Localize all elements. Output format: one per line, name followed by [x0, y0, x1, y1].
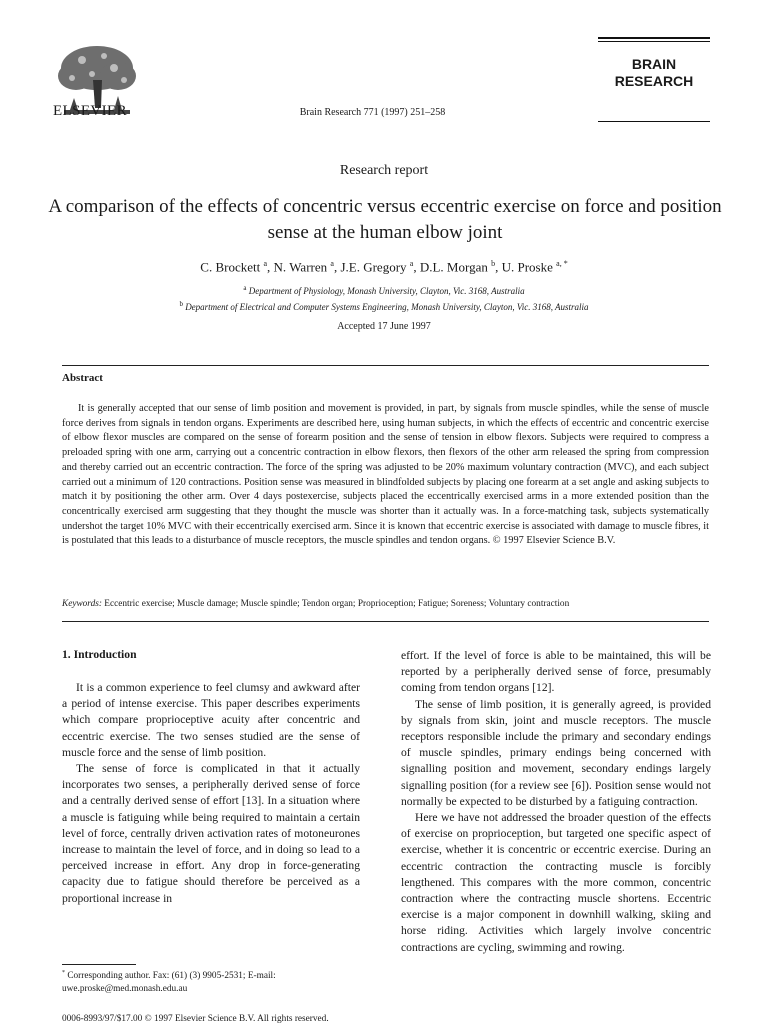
author-list: C. Brockett $^a$, N. Warren $^a$, J.E. Gregory $^a$, D.L. Morgan $^b$, U. Proske $^{a, *}$ — [200, 259, 568, 275]
paragraph: It is a common experience to feel clumsy and awkward after a period of intense exercise. This paper describes experiments which compare proprioceptive acuity after concentric and eccentric exercise. The two senses studied are the sense of muscle force and the sense of limb position. — [62, 681, 360, 759]
publisher-name: ELSEVIER — [52, 103, 128, 119]
keywords — [62, 599, 722, 609]
corresponding-author-footnote — [62, 967, 362, 996]
left-column — [62, 680, 360, 907]
section-heading: 1. Introduction — [62, 648, 137, 661]
footnote-rule — [62, 964, 136, 965]
footnote-text: Corresponding author. Fax: (61) (3) 9905-2531; E-mail: uwe.proske@med.monash.edu.au — [62, 971, 276, 995]
journal-name-line-2: RESEARCH — [614, 73, 694, 89]
journal-rule-bottom — [598, 121, 710, 122]
article-title: A comparison of the effects of concentric versus eccentric exercise on force and position sense at the human elbow joint — [48, 196, 722, 243]
accepted-date: Accepted 17 June 1997 — [337, 321, 431, 332]
divider — [62, 365, 709, 366]
author-affiliation-mark: a — [263, 259, 268, 268]
abstract-heading: Abstract — [62, 372, 103, 384]
journal-name-line-1: BRAIN — [631, 56, 677, 72]
keywords-text: Eccentric exercise; Muscle damage; Muscle spindle; Tendon organ; Proprioception; Fatigue; Soreness; Voluntary contraction — [104, 599, 570, 609]
article-type: Research report — [339, 163, 429, 178]
keywords-label: Keywords: — [62, 599, 102, 609]
author-name: U. Proske — [501, 259, 557, 275]
author-affiliation-mark: a — [330, 259, 334, 268]
footnote-mark: * — [62, 970, 65, 976]
journal-name — [598, 56, 710, 90]
copyright-line: 0006-8993/97/$17.00 © 1997 Elsevier Science B.V. All rights reserved. — [62, 1014, 329, 1024]
abstract-body: It is generally accepted that our sense of limb position and movement is provided, in part, by signals from muscle spindles, while the sense of muscle force derives from signals in tendon organs. Experiments are described here, using human subjects, in which the effects of eccentric and concentric exercise of elbow flexor muscles are compared on the sense of forearm position and the sense of tension in elbow flexors. Subjects were required to compress a preloaded spring with one arm, carrying out a concentric contraction in elbow flexors, then flexors of the other arm released the spring from compression and thereby carried out an eccentric contraction. The force of the spring was adjusted to be 20% maximum voluntary contraction (MVC), and each subject carried out a minimum of 120 contractions. Position sense was measured in blindfolded subjects by placing one forearm at a set angle and asking subjects to match it by positioning the other arm. Over 4 days postexercise, subjects placed the eccentrically exercised arms in a more extended position than the concentrically exercised arm suggesting that they thought the muscle was shorter than it actually was. In a force-matching task, subjects systematically undershot the target 10% MVC with their eccentrically exercised arm. Since it is known that eccentric exercise is associated with damage to muscle fibres, it is postulated that this leads to a disturbance of muscle receptors, the muscle spindles and tendon organs. © 1997 Elsevier Science B.V. — [62, 403, 709, 547]
affiliation-text: Department of Electrical and Computer Systems Engineering, Monash University, Clayton, Vic. 3168, Australia — [185, 302, 589, 312]
affiliation-mark: b — [179, 300, 183, 308]
paragraph: Here we have not addressed the broader question of the effects of exercise on proprioception, but targeted one specific aspect of exercise, whether it is concentric or eccentric exercise. During an eccentric contraction the contracting muscle is forcibly lengthened. This compares with the more common, concentric contraction where the contracting muscle shortens. Eccentric exercise is a major component in downhill walking, skiing and horse riding. Activities which largely involve concentric contractions are cycling, swimming and rowing. — [401, 811, 711, 954]
paragraph: The sense of force is complicated in that it actually incorporates two senses, a peripherally derived sense of force and a centrally derived sense of effort [13]. In a situation where a muscle is fatiguing while being required to maintain a certain level of force, centrally driven activation rates of motoneurones increase to maintain the level of force, and in doing so lead to a perceived increase in effort. Any drop in force-generating capacity due to fatigue should therefore be perceived as a proportional increase in — [62, 762, 360, 905]
affiliation-a — [0, 284, 768, 296]
right-column — [401, 648, 711, 956]
author-name: C. Brockett — [200, 259, 264, 275]
author-name: D.L. Morgan — [419, 259, 492, 275]
author-name: N. Warren — [273, 259, 331, 275]
journal-rule-top — [598, 37, 710, 39]
author-name: J.E. Gregory — [340, 259, 410, 275]
affiliation-mark: a — [243, 284, 247, 292]
paragraph: effort. If the level of force is able to be maintained, this will be reported by a peripherally derived sense of force, presumably coming from tendon organs [12]. — [401, 649, 711, 695]
affiliation-text: Department of Physiology, Monash University, Clayton, Vic. 3168, Australia — [248, 286, 525, 296]
author-affiliation-mark: a — [409, 259, 414, 268]
journal-rule-top-thin — [598, 41, 710, 42]
paragraph: The sense of limb position, it is generally agreed, is provided by signals from skin, joint and muscle receptors. The muscle receptors responsible include the primary and secondary endings of muscle spindles, primary endings being concerned with signalling position and movement, secondary endings largely signalling position (for a review see [6]). Position sense would not normally be expected to be disturbed by a fatiguing contraction. — [401, 697, 711, 808]
divider — [62, 621, 709, 622]
affiliation-b — [0, 300, 768, 312]
author-affiliation-mark: b — [491, 259, 496, 268]
author-affiliation-mark: a, * — [556, 259, 568, 268]
journal-citation: Brain Research 771 (1997) 251–258 — [299, 107, 446, 118]
